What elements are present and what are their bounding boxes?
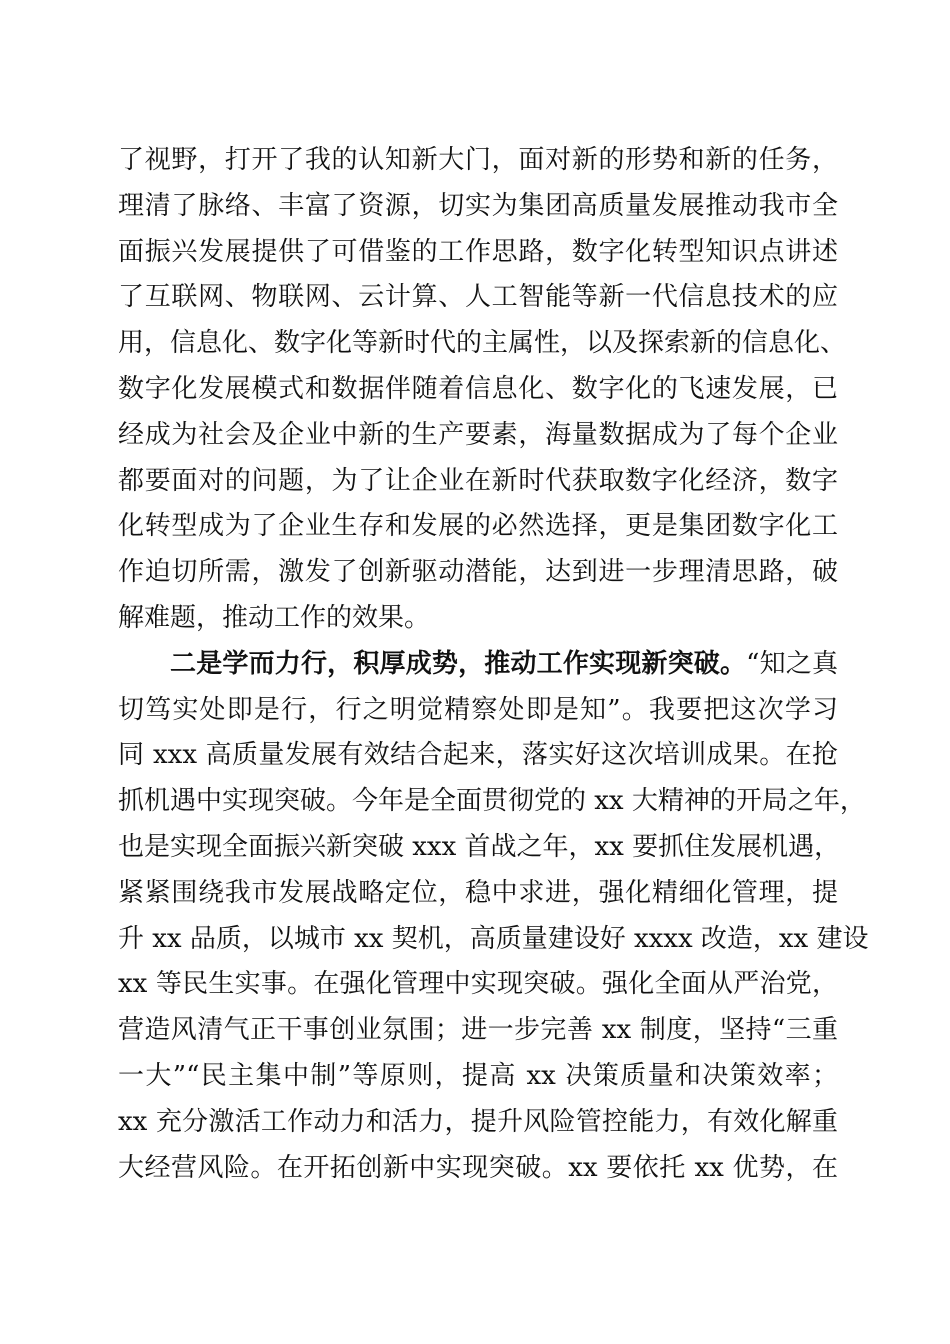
text-line: 切笃实处即是行，行之明觉精察处即是知”。我要把这次学习 (118, 694, 838, 725)
paragraph-heading: 二是学而力行，积厚成势，推动工作实现新突破。 (170, 648, 747, 679)
quote-start: “知之真 (746, 648, 838, 679)
text-line: 化转型成为了企业生存和发展的必然选择，更是集团数字化工 (118, 511, 838, 542)
text-line: xx 充分激活工作动力和活力，提升风险管控能力，有效化解重 (118, 1106, 838, 1137)
text-line: 了视野，打开了我的认知新大门，面对新的形势和新的任务， (118, 145, 838, 175)
text-line: 用，信息化、数字化等新时代的主属性，以及探索新的信息化、 (118, 328, 847, 359)
text-line: 解难题，推动工作的效果。 (118, 602, 431, 633)
text-line: 都要面对的问题，为了让企业在新时代获取数字化经济，数字 (118, 465, 838, 496)
text-line: 一大”“民主集中制”等原则，提高 xx 决策质量和决策效率； (118, 1060, 838, 1091)
text-line: 同 xxx 高质量发展有效结合起来，落实好这次培训成果。在抢 (118, 740, 838, 771)
text-line: 抓机遇中实现突破。今年是全面贯彻党的 xx 大精神的开局之年， (118, 786, 866, 817)
text-line: xx 等民生实事。在强化管理中实现突破。强化全面从严治党， (118, 969, 838, 1000)
text-line: 也是实现全面振兴新突破 xxx 首战之年，xx 要抓住发展机遇， (118, 831, 841, 862)
text-line: 经成为社会及企业中新的生产要素，海量数据成为了每个企业 (118, 419, 838, 450)
text-line: 升 xx 品质，以城市 xx 契机，高质量建设好 xxxx 改造，xx 建设 (118, 923, 869, 954)
body-text (118, 138, 869, 1191)
paragraph-1 (118, 138, 847, 642)
text-line: 理清了脉络、丰富了资源，切实为集团高质量发展推动我市全 (118, 190, 838, 221)
text-line: 大经营风险。在开拓创新中实现突破。xx 要依托 xx 优势，在 (118, 1152, 838, 1183)
paragraph-2 (118, 642, 869, 1192)
text-line: 数字化发展模式和数据伴随着信息化、数字化的飞速发展，已 (118, 373, 838, 404)
text-line: 作迫切所需，激发了创新驱动潜能，达到进一步理清思路，破 (118, 557, 838, 588)
text-line: 紧紧围绕我市发展战略定位，稳中求进，强化精细化管理，提 (118, 877, 838, 908)
text-line: 营造风清气正干事创业氛围；进一步完善 xx 制度，坚持“三重 (118, 1015, 838, 1046)
text-line: 了互联网、物联网、云计算、人工智能等新一代信息技术的应 (118, 282, 838, 313)
paragraph-2-first-line (118, 642, 838, 688)
text-line: 面振兴发展提供了可借鉴的工作思路，数字化转型知识点讲述 (118, 236, 838, 267)
